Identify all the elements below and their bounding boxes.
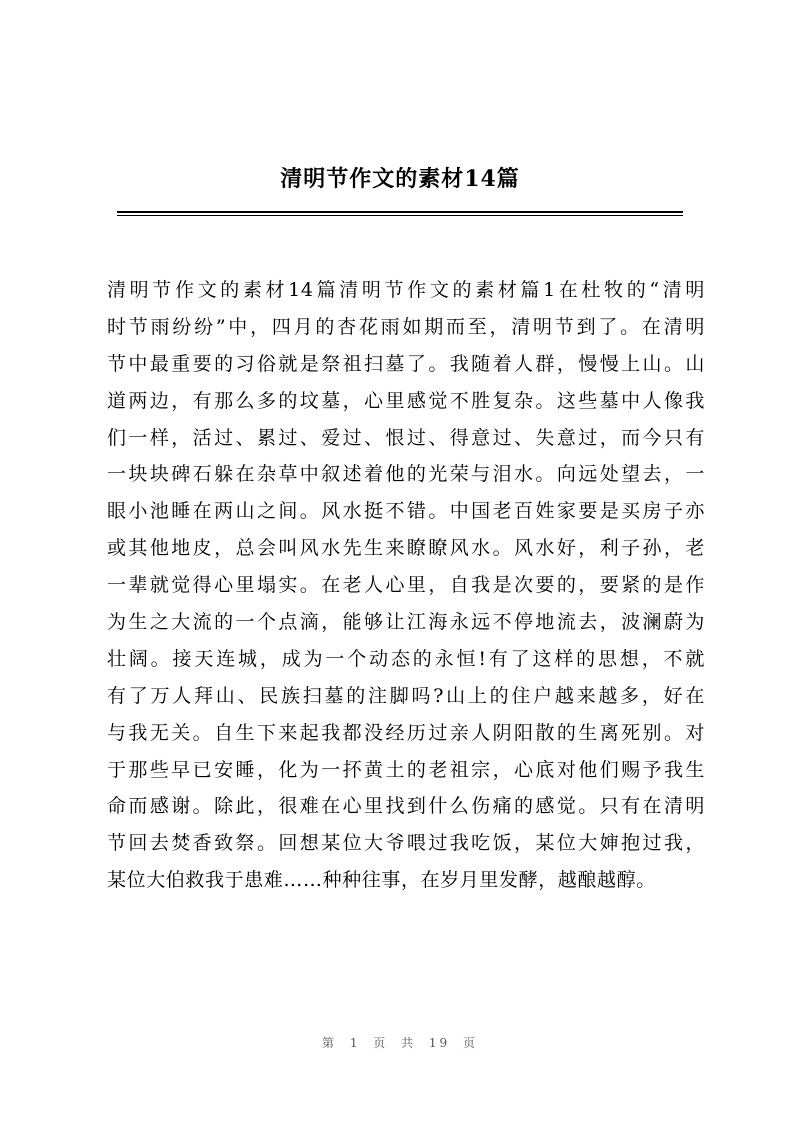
body-line: 有了万人拜山、民族扫墓的注脚吗?山上的住户越来越多，好在: [107, 684, 705, 707]
document-body: [107, 272, 705, 899]
body-line: 或其他地皮，总会叫风水先生来瞭瞭风水。风水好，利子孙，老: [107, 537, 705, 560]
body-line: 某位大伯救我于患难……种种往事，在岁月里发酵，越酿越醇。: [107, 869, 656, 892]
document-title: 清明节作文的素材14篇: [280, 166, 520, 192]
title-rule-thick: [117, 211, 683, 213]
page-footer: 第 1 页 共 19 页: [322, 1036, 478, 1050]
body-line: 于那些早已安睡，化为一抔黄土的老祖宗，心底对他们赐予我生: [107, 758, 705, 781]
title-rule-thin: [117, 215, 683, 216]
body-line: 节回去焚香致祭。回想某位大爷喂过我吃饭，某位大婶抱过我，: [107, 832, 705, 855]
body-line: 一辈就觉得心里塌实。在老人心里，自我是次要的，要紧的是作: [107, 574, 705, 597]
body-line: 道两边，有那么多的坟墓，心里感觉不胜复杂。这些墓中人像我: [107, 389, 705, 412]
body-line: 节中最重要的习俗就是祭祖扫墓了。我随着人群，慢慢上山。山: [107, 352, 705, 375]
body-line: 一块块碑石躲在杂草中叙述着他的光荣与泪水。向远处望去，一: [107, 463, 705, 486]
body-line: 为生之大流的一个点滴，能够让江海永远不停地流去，波澜蔚为: [107, 611, 705, 634]
body-line: 时节雨纷纷”中，四月的杏花雨如期而至，清明节到了。在清明: [107, 315, 705, 338]
body-line: 们一样，活过、累过、爱过、恨过、得意过、失意过，而今只有: [107, 426, 705, 449]
body-line: 清明节作文的素材14篇清明节作文的素材篇1在杜牧的“清明: [107, 279, 705, 301]
body-line: 命而感谢。除此，很难在心里找到什么伤痛的感觉。只有在清明: [107, 795, 705, 818]
body-line: 壮阔。接天连城，成为一个动态的永恒!有了这样的思想，不就: [107, 647, 705, 670]
body-line: 与我无关。自生下来起我都没经历过亲人阴阳散的生离死别。对: [107, 721, 705, 744]
body-line: 眼小池睡在两山之间。风水挺不错。中国老百姓家要是买房子亦: [107, 500, 705, 523]
